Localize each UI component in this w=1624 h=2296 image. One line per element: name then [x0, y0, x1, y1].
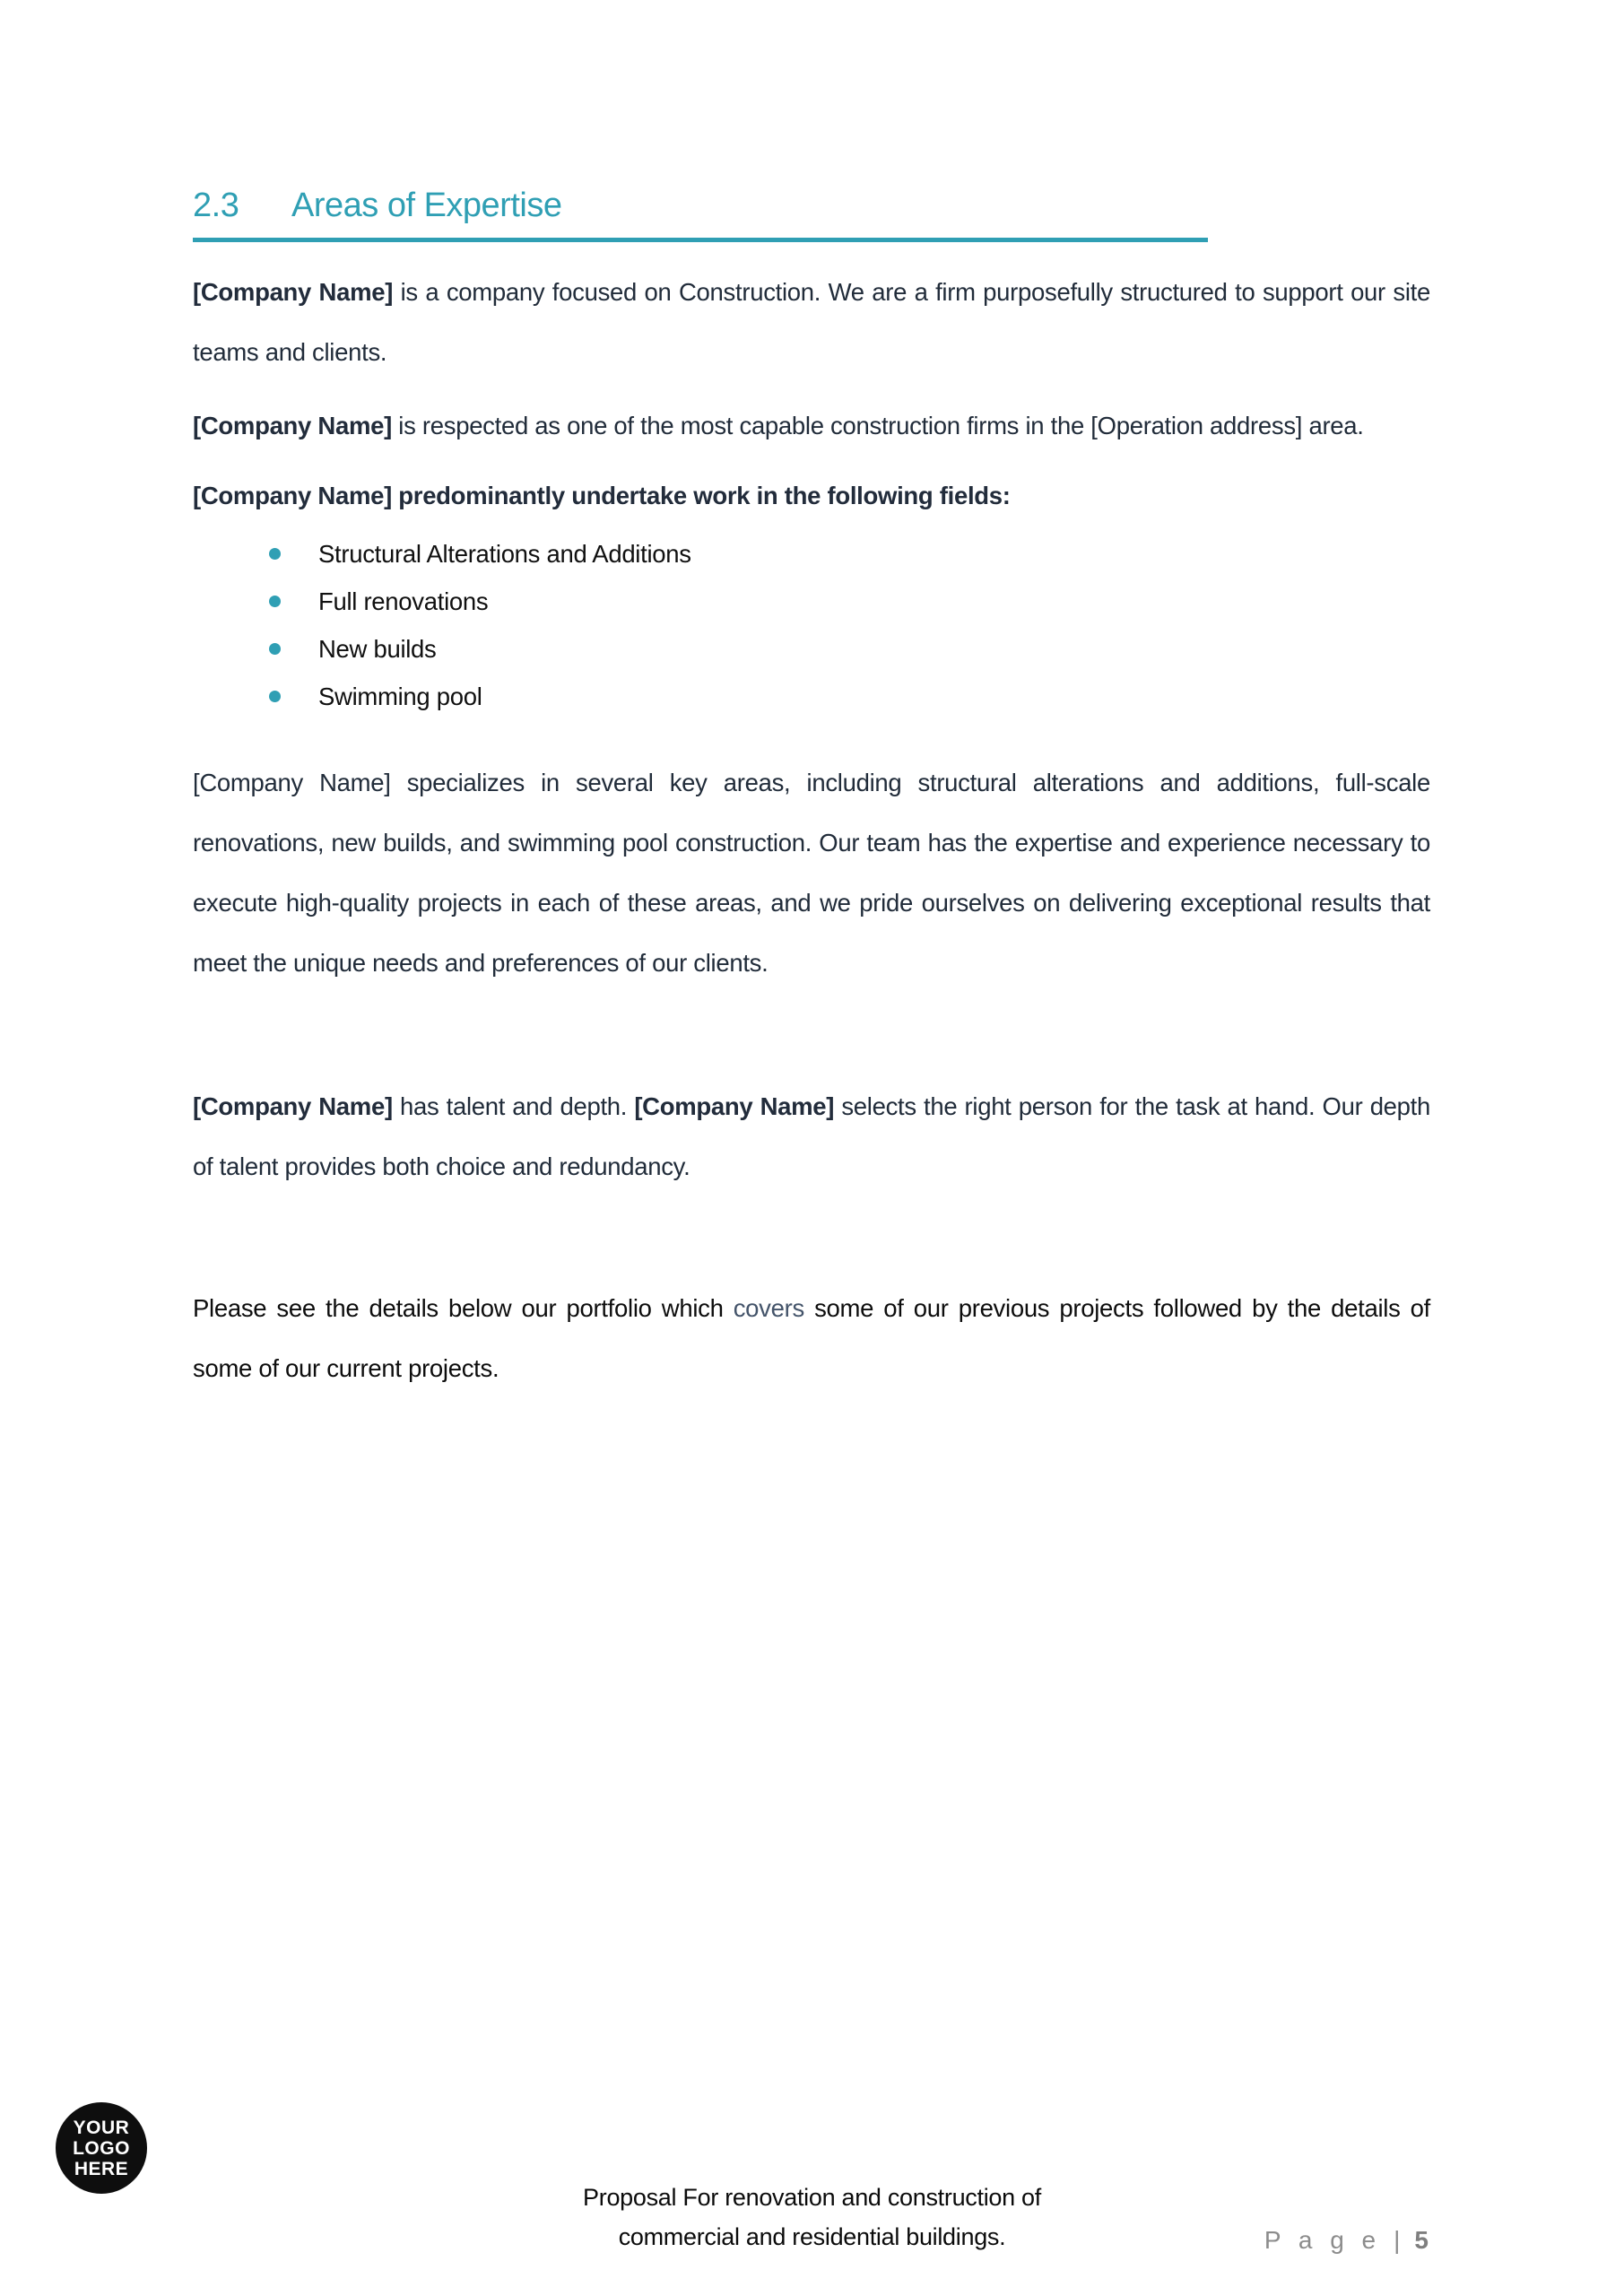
logo-text-line: YOUR	[73, 2117, 130, 2138]
logo-text-line: LOGO	[73, 2137, 130, 2159]
paragraph-fields-lead	[193, 469, 1430, 523]
page-label: P a g e	[1264, 2226, 1382, 2254]
page-number	[1264, 2226, 1429, 2255]
paragraph-talent	[193, 1076, 1430, 1196]
paragraph-text: Please see the details below our portfolio which	[193, 1294, 734, 1322]
list-item	[193, 625, 1430, 673]
paragraph-text: is respected as one of the most capable construction firms in the [Operation address] area.	[391, 412, 1364, 439]
expertise-bullet-list	[193, 530, 1430, 720]
page-content	[193, 0, 1430, 1398]
section-heading	[193, 187, 1208, 242]
company-name-placeholder: [Company Name]	[193, 1092, 393, 1120]
footer-caption-line: Proposal For renovation and construction of	[583, 2184, 1041, 2211]
page-number-separator: |	[1394, 2226, 1406, 2254]
list-item	[193, 673, 1430, 720]
section-title: Areas of Expertise	[291, 187, 562, 224]
paragraph-text: [Company Name] specializes in several key areas, including structural alterations and additions, full-scale renovations, new builds, and swimming pool construction. Our team has the expertise and experience necessary to execute high-quality projects in each of these areas, and we pride ourselves on delivering exceptional results that meet the unique needs and preferences of our clients.	[193, 769, 1430, 977]
section-number: 2.3	[193, 187, 239, 224]
company-name-placeholder: [Company Name]	[193, 278, 394, 306]
paragraph-text: is a company focused on Construction. We are a firm purposefully structured to support our site teams and clients.	[193, 278, 1430, 366]
list-item	[193, 578, 1430, 625]
paragraph-text: some of our previous projects followed by the details of some of our current projects.	[193, 1294, 1430, 1382]
paragraph-text: selects the right person for the task at hand. Our depth of talent provides both choice and redundancy.	[193, 1092, 1431, 1180]
list-item-text: Structural Alterations and Additions	[318, 540, 691, 568]
bullet-icon	[269, 643, 281, 655]
list-item	[193, 530, 1430, 578]
bullet-icon	[269, 596, 281, 607]
list-item-text: Swimming pool	[318, 683, 482, 710]
paragraph-intro	[193, 262, 1430, 382]
bullet-icon	[269, 548, 281, 560]
company-name-placeholder: [Company Name]	[193, 412, 392, 439]
company-name-placeholder: [Company Name]	[634, 1092, 835, 1120]
list-item-text: Full renovations	[318, 587, 489, 615]
page-number-value: 5	[1414, 2226, 1429, 2254]
paragraph-portfolio	[193, 1278, 1430, 1398]
paragraph-respected	[193, 396, 1430, 456]
footer-caption-line: commercial and residential buildings.	[618, 2223, 1006, 2250]
covers-word: covers	[733, 1294, 804, 1322]
paragraph-text: has talent and depth.	[392, 1092, 635, 1120]
list-item-text: New builds	[318, 635, 437, 663]
logo-text-line: HERE	[74, 2158, 129, 2179]
bullet-icon	[269, 691, 281, 702]
paragraph-specializes	[193, 752, 1430, 993]
paragraph-text: [Company Name] predominantly undertake work in the following fields:	[193, 482, 1011, 509]
